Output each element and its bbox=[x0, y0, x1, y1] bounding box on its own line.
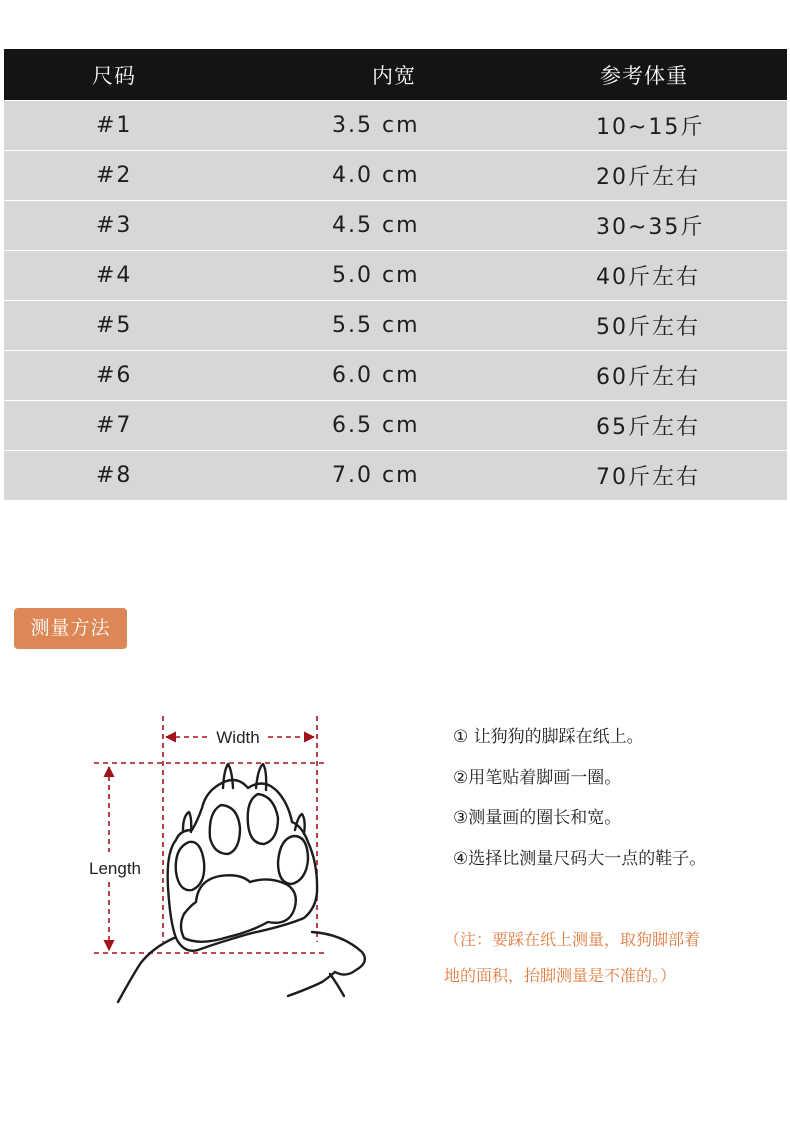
row-weight: 30~35斤 bbox=[596, 215, 705, 240]
row-size: #2 bbox=[96, 163, 133, 188]
row-width: 6.5 cm bbox=[332, 413, 420, 438]
table-header bbox=[4, 49, 787, 100]
header-weight: 参考体重 bbox=[600, 63, 688, 88]
paw-measure-diagram bbox=[80, 712, 380, 1012]
measure-method-badge: 测量方法 bbox=[14, 608, 127, 649]
step-item: ②用笔贴着脚画一圈。 bbox=[453, 767, 622, 788]
row-size: #7 bbox=[96, 413, 133, 438]
row-width: 4.5 cm bbox=[332, 213, 420, 238]
width-label: Width bbox=[216, 728, 260, 747]
measure-note bbox=[444, 922, 700, 994]
row-width: 5.5 cm bbox=[332, 313, 420, 338]
row-size: #6 bbox=[96, 363, 133, 388]
row-weight: 65斤左右 bbox=[596, 415, 700, 440]
paw-icon bbox=[118, 764, 365, 1002]
step-item: ① 让狗狗的脚踩在纸上。 bbox=[453, 727, 644, 747]
table-row bbox=[4, 101, 787, 150]
length-label: Length bbox=[89, 859, 141, 878]
row-weight: 20斤左右 bbox=[596, 165, 700, 190]
note-line: 地的面积，抬脚测量是不准的。） bbox=[444, 966, 677, 985]
header-size: 尺码 bbox=[92, 63, 136, 88]
row-weight: 40斤左右 bbox=[596, 265, 700, 290]
row-weight: 10~15斤 bbox=[596, 115, 705, 140]
row-weight: 50斤左右 bbox=[596, 315, 700, 340]
note-line: （注：要踩在纸上测量，取狗脚部着 bbox=[444, 930, 701, 949]
table-row bbox=[4, 301, 787, 350]
row-width: 6.0 cm bbox=[332, 363, 420, 388]
step-item: ④选择比测量尺码大一点的鞋子。 bbox=[453, 848, 707, 869]
row-size: #4 bbox=[96, 263, 133, 288]
row-width: 3.5 cm bbox=[332, 113, 420, 138]
table-row bbox=[4, 151, 787, 200]
table-row bbox=[4, 251, 787, 300]
row-width: 4.0 cm bbox=[332, 163, 420, 188]
size-table bbox=[4, 49, 787, 500]
row-width: 7.0 cm bbox=[332, 463, 420, 488]
row-weight: 60斤左右 bbox=[596, 365, 700, 390]
row-size: #8 bbox=[96, 463, 133, 488]
step-item: ③测量画的圈长和宽。 bbox=[453, 808, 622, 828]
row-weight: 70斤左右 bbox=[596, 465, 700, 490]
row-width: 5.0 cm bbox=[332, 263, 420, 288]
header-width: 内宽 bbox=[372, 63, 416, 88]
row-size: #5 bbox=[96, 313, 133, 338]
row-size: #3 bbox=[96, 213, 133, 238]
table-row bbox=[4, 401, 787, 450]
table-row bbox=[4, 201, 787, 250]
table-row bbox=[4, 351, 787, 400]
table-row bbox=[4, 451, 787, 500]
measure-steps bbox=[453, 725, 706, 887]
row-size: #1 bbox=[96, 113, 133, 138]
